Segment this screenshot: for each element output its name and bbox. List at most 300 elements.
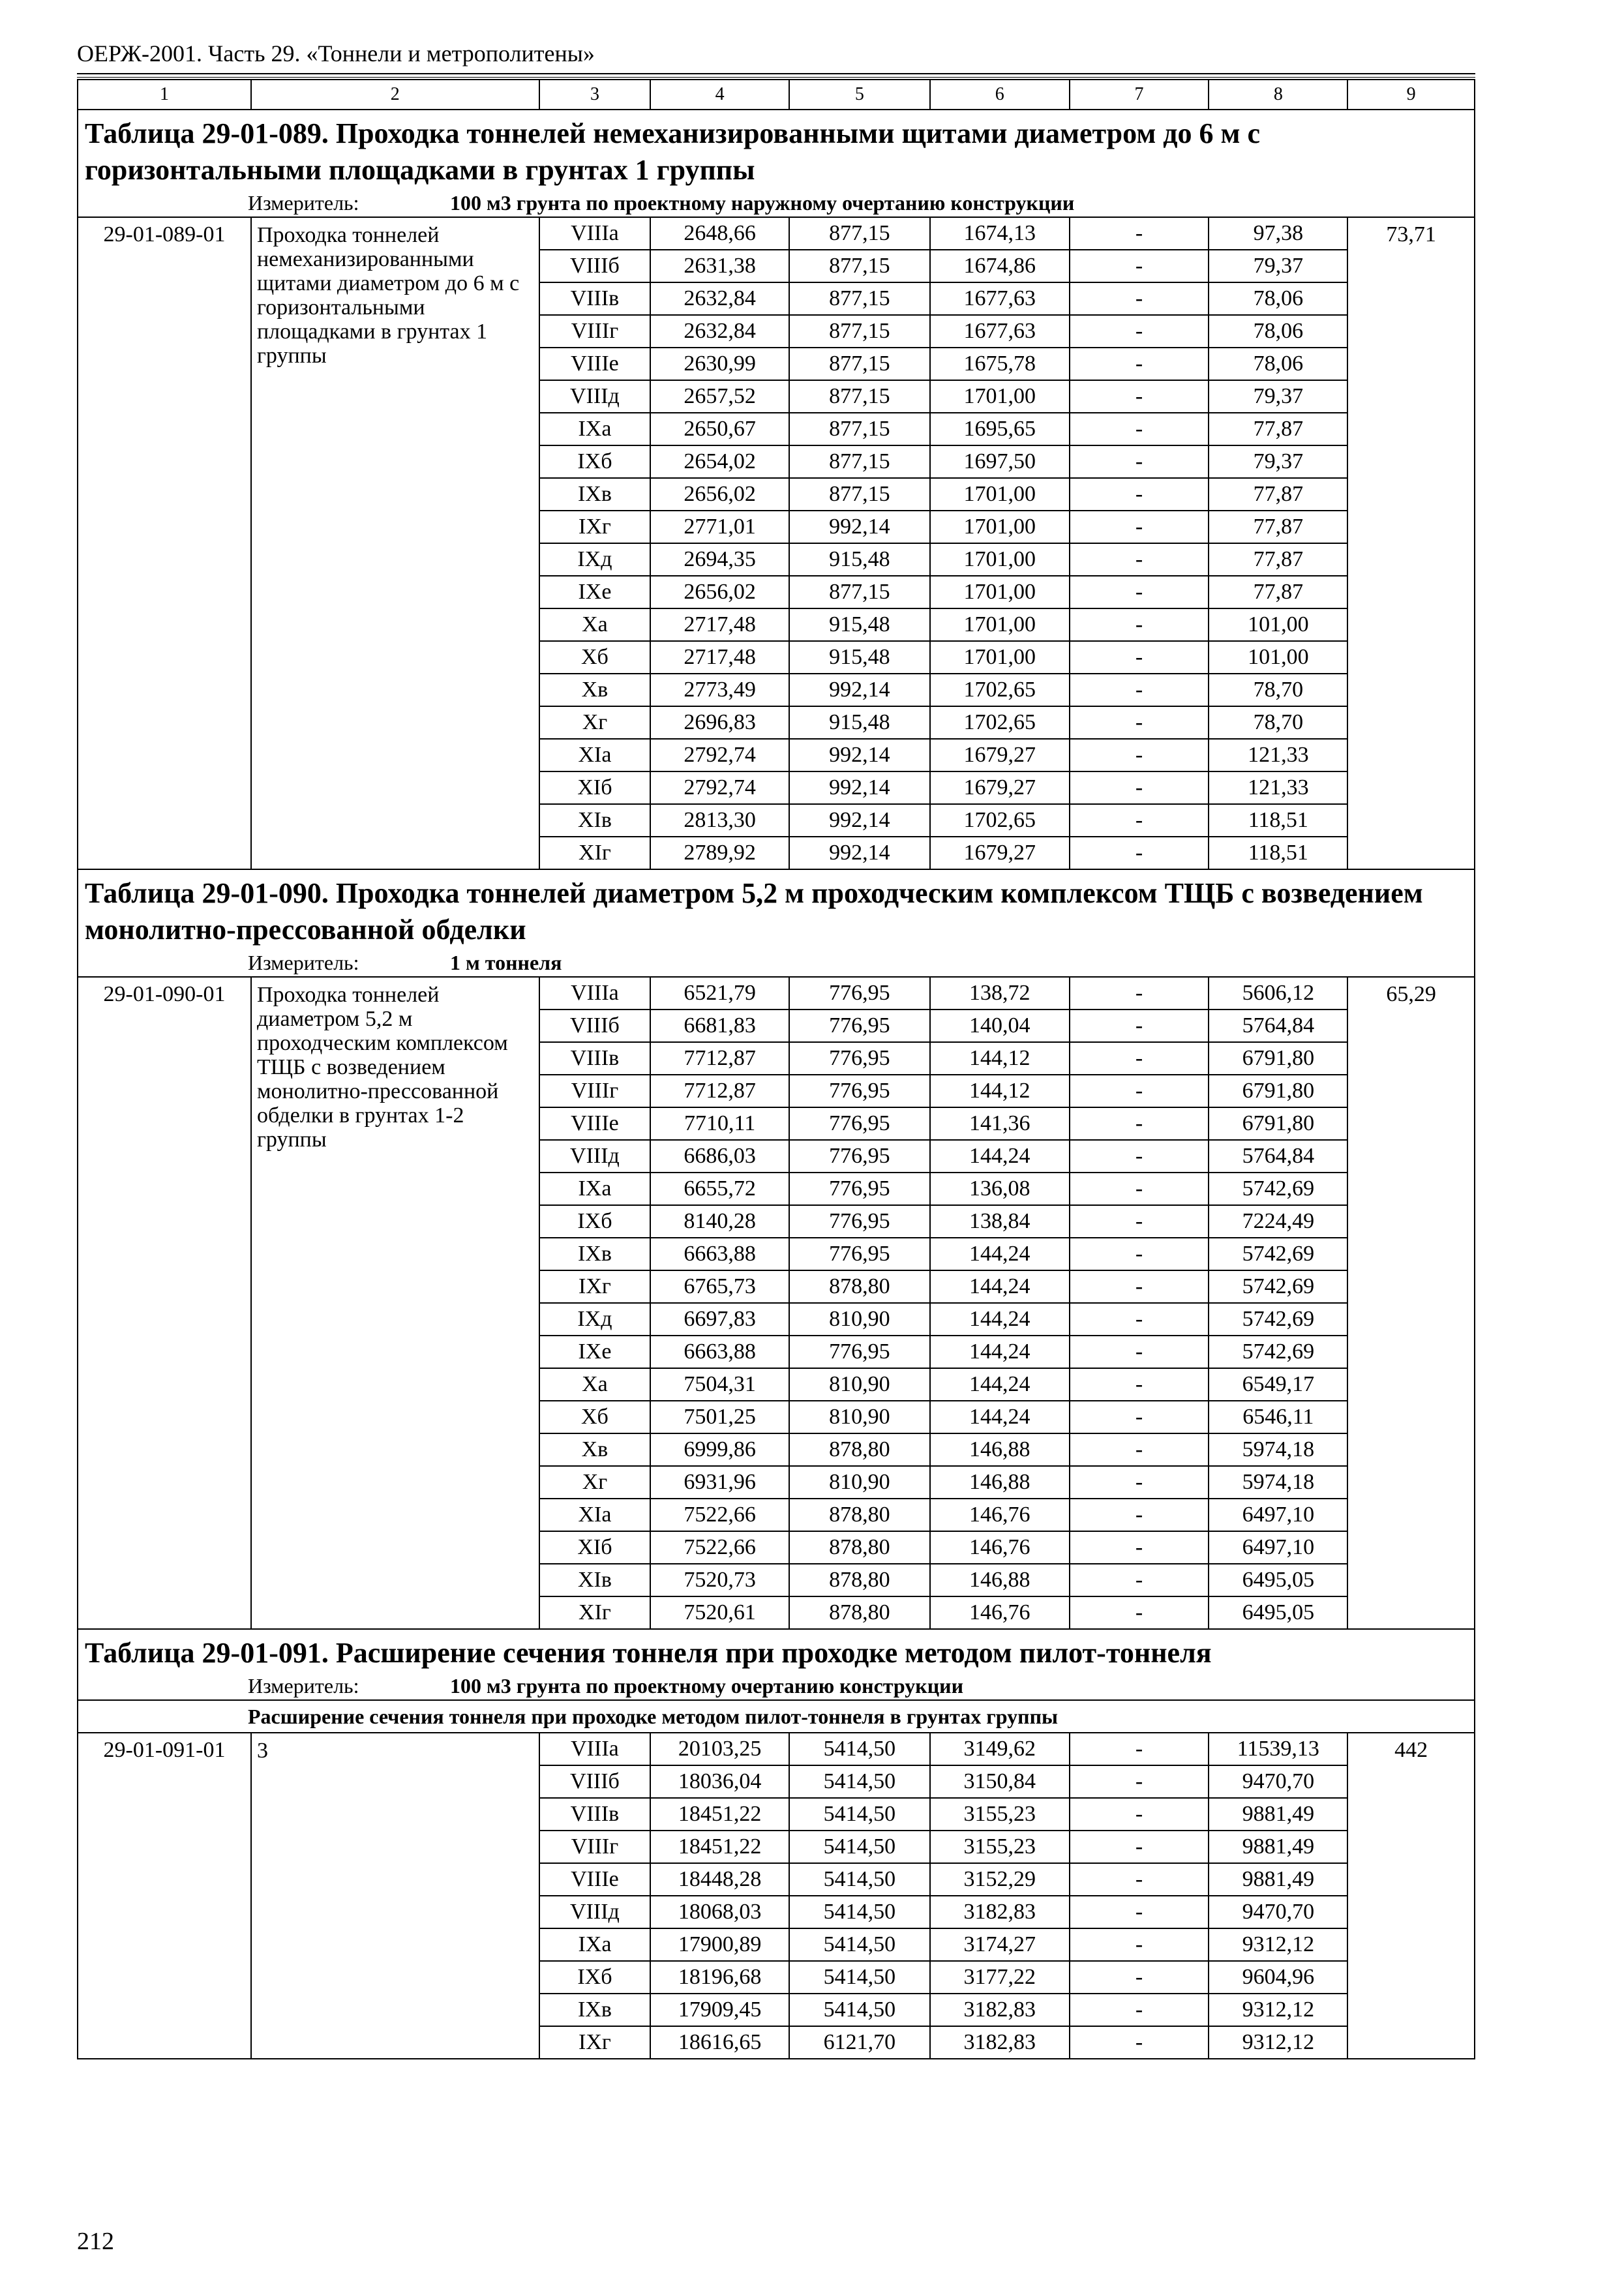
subheader: Расширение сечения тоннеля при проходке методом пилот-тоннеля в грунтах группы xyxy=(78,1700,1475,1733)
materials-cost: 5764,84 xyxy=(1209,1140,1347,1173)
wages: 877,15 xyxy=(789,250,930,282)
machine-cost: 3174,27 xyxy=(930,1928,1070,1961)
soil-category: XIг xyxy=(539,1596,651,1629)
column-number: 1 xyxy=(78,80,251,110)
total-cost: 7520,73 xyxy=(650,1564,789,1596)
driver-wages: - xyxy=(1070,1564,1209,1596)
driver-wages: - xyxy=(1070,706,1209,739)
total-cost: 18068,03 xyxy=(650,1896,789,1928)
soil-category: VIIIб xyxy=(539,250,651,282)
norms-table xyxy=(77,79,1475,2059)
machine-cost: 1674,86 xyxy=(930,250,1070,282)
wages: 5414,50 xyxy=(789,1765,930,1798)
soil-category: VIIIб xyxy=(539,1765,651,1798)
soil-category: VIIIд xyxy=(539,1896,651,1928)
materials-cost: 5742,69 xyxy=(1209,1173,1347,1205)
driver-wages: - xyxy=(1070,739,1209,771)
machine-cost: 144,12 xyxy=(930,1075,1070,1107)
meter-row xyxy=(78,188,1475,217)
machine-cost: 144,24 xyxy=(930,1303,1070,1336)
machine-cost: 1674,13 xyxy=(930,217,1070,250)
total-cost: 18451,22 xyxy=(650,1831,789,1863)
driver-wages: - xyxy=(1070,1270,1209,1303)
column-number: 2 xyxy=(251,80,539,110)
machine-cost: 1702,65 xyxy=(930,804,1070,837)
soil-category: XIб xyxy=(539,1531,651,1564)
total-cost: 2813,30 xyxy=(650,804,789,837)
materials-cost: 5742,69 xyxy=(1209,1270,1347,1303)
wages: 5414,50 xyxy=(789,1961,930,1994)
table-row xyxy=(78,977,1475,1010)
materials-cost: 5742,69 xyxy=(1209,1238,1347,1270)
table-row xyxy=(78,217,1475,250)
soil-category: IXа xyxy=(539,1928,651,1961)
meter-value: 1 м тоннеля xyxy=(450,950,562,974)
table-title-row xyxy=(78,110,1475,188)
machine-cost: 146,88 xyxy=(930,1564,1070,1596)
wages: 877,15 xyxy=(789,282,930,315)
total-cost: 2773,49 xyxy=(650,674,789,706)
column-number: 6 xyxy=(930,80,1070,110)
machine-cost: 141,36 xyxy=(930,1107,1070,1140)
soil-category: IXб xyxy=(539,1961,651,1994)
materials-cost: 6495,05 xyxy=(1209,1564,1347,1596)
materials-cost: 6791,80 xyxy=(1209,1075,1347,1107)
wages: 776,95 xyxy=(789,1173,930,1205)
wages: 877,15 xyxy=(789,380,930,413)
wages: 810,90 xyxy=(789,1368,930,1401)
total-cost: 2632,84 xyxy=(650,282,789,315)
wages: 992,14 xyxy=(789,837,930,869)
soil-category: IXв xyxy=(539,1238,651,1270)
column-number: 5 xyxy=(789,80,930,110)
machine-cost: 3150,84 xyxy=(930,1765,1070,1798)
machine-cost: 1679,27 xyxy=(930,739,1070,771)
total-cost: 8140,28 xyxy=(650,1205,789,1238)
driver-wages: - xyxy=(1070,445,1209,478)
total-cost: 7504,31 xyxy=(650,1368,789,1401)
wages: 992,14 xyxy=(789,511,930,543)
machine-cost: 1701,00 xyxy=(930,576,1070,608)
driver-wages: - xyxy=(1070,315,1209,348)
total-cost: 2792,74 xyxy=(650,771,789,804)
wages: 992,14 xyxy=(789,804,930,837)
meter-value: 100 м3 грунта по проектному наружному очертанию конструкции xyxy=(450,190,1075,215)
total-cost: 2717,48 xyxy=(650,641,789,674)
driver-wages: - xyxy=(1070,1075,1209,1107)
machine-cost: 144,24 xyxy=(930,1401,1070,1433)
total-cost: 7522,66 xyxy=(650,1531,789,1564)
driver-wages: - xyxy=(1070,641,1209,674)
soil-category: Xа xyxy=(539,1368,651,1401)
column-number: 4 xyxy=(650,80,789,110)
machine-cost: 1679,27 xyxy=(930,771,1070,804)
soil-category: IXе xyxy=(539,576,651,608)
wages: 877,15 xyxy=(789,478,930,511)
materials-cost: 5974,18 xyxy=(1209,1433,1347,1466)
driver-wages: - xyxy=(1070,1994,1209,2026)
materials-cost: 6495,05 xyxy=(1209,1596,1347,1629)
subheader-row xyxy=(78,1700,1475,1733)
machine-cost: 3155,23 xyxy=(930,1798,1070,1831)
total-cost: 6655,72 xyxy=(650,1173,789,1205)
machine-cost: 1675,78 xyxy=(930,348,1070,380)
soil-category: VIIIе xyxy=(539,348,651,380)
driver-wages: - xyxy=(1070,1596,1209,1629)
machine-cost: 3149,62 xyxy=(930,1733,1070,1765)
total-cost: 2789,92 xyxy=(650,837,789,869)
driver-wages: - xyxy=(1070,608,1209,641)
wages: 877,15 xyxy=(789,315,930,348)
total-cost: 7520,61 xyxy=(650,1596,789,1629)
machine-cost: 144,12 xyxy=(930,1042,1070,1075)
materials-cost: 77,87 xyxy=(1209,576,1347,608)
materials-cost: 5742,69 xyxy=(1209,1336,1347,1368)
materials-cost: 6791,80 xyxy=(1209,1107,1347,1140)
wages: 776,95 xyxy=(789,1042,930,1075)
driver-wages: - xyxy=(1070,674,1209,706)
driver-wages: - xyxy=(1070,804,1209,837)
soil-category: XIв xyxy=(539,804,651,837)
wages: 992,14 xyxy=(789,771,930,804)
materials-cost: 79,37 xyxy=(1209,250,1347,282)
machine-cost: 3177,22 xyxy=(930,1961,1070,1994)
total-cost: 6663,88 xyxy=(650,1238,789,1270)
wages: 810,90 xyxy=(789,1303,930,1336)
wages: 776,95 xyxy=(789,1238,930,1270)
wages: 5414,50 xyxy=(789,1733,930,1765)
soil-category: VIIIе xyxy=(539,1107,651,1140)
soil-category: IXд xyxy=(539,543,651,576)
meter-row xyxy=(78,948,1475,977)
soil-category: Xб xyxy=(539,641,651,674)
soil-category: Xв xyxy=(539,1433,651,1466)
driver-wages: - xyxy=(1070,1140,1209,1173)
meter xyxy=(78,188,1475,217)
wages: 878,80 xyxy=(789,1596,930,1629)
materials-cost: 9312,12 xyxy=(1209,1928,1347,1961)
machine-cost: 1701,00 xyxy=(930,380,1070,413)
driver-wages: - xyxy=(1070,511,1209,543)
table-title: Таблица 29-01-091. Расширение сечения тоннеля при проходке методом пилот-тоннеля xyxy=(78,1629,1475,1671)
wages: 776,95 xyxy=(789,1107,930,1140)
total-cost: 2650,67 xyxy=(650,413,789,445)
soil-category: XIа xyxy=(539,739,651,771)
driver-wages: - xyxy=(1070,543,1209,576)
header-rule xyxy=(77,73,1475,74)
machine-cost: 1697,50 xyxy=(930,445,1070,478)
driver-wages: - xyxy=(1070,1205,1209,1238)
materials-cost: 97,38 xyxy=(1209,217,1347,250)
driver-wages: - xyxy=(1070,1466,1209,1499)
soil-category: VIIIа xyxy=(539,977,651,1010)
soil-category: IXг xyxy=(539,1270,651,1303)
materials-cost: 78,70 xyxy=(1209,674,1347,706)
machine-cost: 1702,65 xyxy=(930,674,1070,706)
materials-cost: 9470,70 xyxy=(1209,1896,1347,1928)
driver-wages: - xyxy=(1070,1928,1209,1961)
machine-cost: 1679,27 xyxy=(930,837,1070,869)
total-cost: 6681,83 xyxy=(650,1010,789,1042)
soil-category: VIIIа xyxy=(539,217,651,250)
machine-cost: 136,08 xyxy=(930,1173,1070,1205)
machine-cost: 146,76 xyxy=(930,1531,1070,1564)
wages: 878,80 xyxy=(789,1564,930,1596)
driver-wages: - xyxy=(1070,413,1209,445)
norm-description: Проходка тоннелей немеханизированными щитами диаметром до 6 м с горизонтальными площадками в грунтах 1 группы xyxy=(251,217,539,869)
machine-cost: 146,88 xyxy=(930,1433,1070,1466)
column-number: 7 xyxy=(1070,80,1209,110)
materials-cost: 101,00 xyxy=(1209,608,1347,641)
soil-category: IXг xyxy=(539,2026,651,2059)
meter-row xyxy=(78,1671,1475,1700)
driver-wages: - xyxy=(1070,1042,1209,1075)
table-title: Таблица 29-01-089. Проходка тоннелей немеханизированными щитами диаметром до 6 м с горизонтальными площадками в грунтах 1 группы xyxy=(78,110,1475,188)
driver-wages: - xyxy=(1070,1896,1209,1928)
materials-cost: 5974,18 xyxy=(1209,1466,1347,1499)
total-cost: 20103,25 xyxy=(650,1733,789,1765)
driver-wages: - xyxy=(1070,1336,1209,1368)
driver-wages: - xyxy=(1070,1961,1209,1994)
norm-description: Проходка тоннелей диаметром 5,2 м проходческим комплексом ТЩБ с возведением монолитно-прессованной обделки в грунтах 1-2 группы xyxy=(251,977,539,1629)
machine-cost: 146,76 xyxy=(930,1499,1070,1531)
machine-cost: 144,24 xyxy=(930,1140,1070,1173)
machine-cost: 146,76 xyxy=(930,1596,1070,1629)
machine-cost: 3155,23 xyxy=(930,1831,1070,1863)
total-cost: 7712,87 xyxy=(650,1075,789,1107)
wages: 915,48 xyxy=(789,543,930,576)
table-title-row xyxy=(78,1629,1475,1671)
soil-category: XIа xyxy=(539,1499,651,1531)
driver-wages: - xyxy=(1070,1765,1209,1798)
materials-cost: 9312,12 xyxy=(1209,1994,1347,2026)
wages: 776,95 xyxy=(789,1140,930,1173)
materials-cost: 78,06 xyxy=(1209,282,1347,315)
wages: 877,15 xyxy=(789,576,930,608)
driver-wages: - xyxy=(1070,1303,1209,1336)
wages: 877,15 xyxy=(789,348,930,380)
machine-cost: 144,24 xyxy=(930,1238,1070,1270)
total-cost: 18448,28 xyxy=(650,1863,789,1896)
soil-category: VIIIд xyxy=(539,1140,651,1173)
total-cost: 6686,03 xyxy=(650,1140,789,1173)
meter xyxy=(78,948,1475,977)
table-body xyxy=(78,80,1475,2059)
soil-category: IXе xyxy=(539,1336,651,1368)
soil-category: Xа xyxy=(539,608,651,641)
total-cost: 2696,83 xyxy=(650,706,789,739)
materials-cost: 78,06 xyxy=(1209,348,1347,380)
labor-cost: 73,71 xyxy=(1347,217,1475,869)
total-cost: 2656,02 xyxy=(650,576,789,608)
table-row xyxy=(78,1733,1475,1765)
total-cost: 2632,84 xyxy=(650,315,789,348)
materials-cost: 79,37 xyxy=(1209,445,1347,478)
soil-category: XIб xyxy=(539,771,651,804)
soil-category: IXг xyxy=(539,511,651,543)
total-cost: 2656,02 xyxy=(650,478,789,511)
soil-category: IXб xyxy=(539,1205,651,1238)
column-number: 3 xyxy=(539,80,651,110)
wages: 776,95 xyxy=(789,1205,930,1238)
materials-cost: 79,37 xyxy=(1209,380,1347,413)
column-number-row xyxy=(78,80,1475,110)
labor-cost: 65,29 xyxy=(1347,977,1475,1629)
driver-wages: - xyxy=(1070,2026,1209,2059)
wages: 877,15 xyxy=(789,445,930,478)
column-number: 9 xyxy=(1347,80,1475,110)
meter-value: 100 м3 грунта по проектному очертанию конструкции xyxy=(450,1673,964,1698)
total-cost: 2792,74 xyxy=(650,739,789,771)
soil-category: Xг xyxy=(539,1466,651,1499)
total-cost: 6765,73 xyxy=(650,1270,789,1303)
meter-label: Измеритель: xyxy=(248,1673,359,1698)
meter-label: Измеритель: xyxy=(248,190,359,215)
materials-cost: 6549,17 xyxy=(1209,1368,1347,1401)
machine-cost: 138,84 xyxy=(930,1205,1070,1238)
soil-category: VIIIа xyxy=(539,1733,651,1765)
soil-category: VIIIе xyxy=(539,1863,651,1896)
soil-category: VIIIб xyxy=(539,1010,651,1042)
materials-cost: 77,87 xyxy=(1209,478,1347,511)
materials-cost: 77,87 xyxy=(1209,511,1347,543)
total-cost: 2630,99 xyxy=(650,348,789,380)
driver-wages: - xyxy=(1070,1401,1209,1433)
driver-wages: - xyxy=(1070,977,1209,1010)
driver-wages: - xyxy=(1070,1831,1209,1863)
norm-code: 29-01-089-01 xyxy=(78,217,251,869)
wages: 5414,50 xyxy=(789,1896,930,1928)
wages: 915,48 xyxy=(789,641,930,674)
materials-cost: 5764,84 xyxy=(1209,1010,1347,1042)
header-rule-thin xyxy=(77,77,1475,78)
driver-wages: - xyxy=(1070,1238,1209,1270)
machine-cost: 3182,83 xyxy=(930,2026,1070,2059)
materials-cost: 7224,49 xyxy=(1209,1205,1347,1238)
soil-category: IXб xyxy=(539,445,651,478)
norm-code: 29-01-090-01 xyxy=(78,977,251,1629)
machine-cost: 1701,00 xyxy=(930,511,1070,543)
total-cost: 7501,25 xyxy=(650,1401,789,1433)
machine-cost: 144,24 xyxy=(930,1368,1070,1401)
driver-wages: - xyxy=(1070,380,1209,413)
soil-category: VIIIг xyxy=(539,1075,651,1107)
total-cost: 6663,88 xyxy=(650,1336,789,1368)
driver-wages: - xyxy=(1070,478,1209,511)
wages: 877,15 xyxy=(789,413,930,445)
machine-cost: 1702,65 xyxy=(930,706,1070,739)
total-cost: 18451,22 xyxy=(650,1798,789,1831)
driver-wages: - xyxy=(1070,217,1209,250)
wages: 878,80 xyxy=(789,1433,930,1466)
machine-cost: 1701,00 xyxy=(930,608,1070,641)
materials-cost: 101,00 xyxy=(1209,641,1347,674)
driver-wages: - xyxy=(1070,1010,1209,1042)
soil-category: IXв xyxy=(539,1994,651,2026)
machine-cost: 144,24 xyxy=(930,1270,1070,1303)
materials-cost: 6791,80 xyxy=(1209,1042,1347,1075)
soil-category: IXв xyxy=(539,478,651,511)
wages: 5414,50 xyxy=(789,1798,930,1831)
soil-category: Xб xyxy=(539,1401,651,1433)
total-cost: 7712,87 xyxy=(650,1042,789,1075)
total-cost: 2771,01 xyxy=(650,511,789,543)
machine-cost: 146,88 xyxy=(930,1466,1070,1499)
materials-cost: 11539,13 xyxy=(1209,1733,1347,1765)
wages: 5414,50 xyxy=(789,1994,930,2026)
driver-wages: - xyxy=(1070,1798,1209,1831)
machine-cost: 138,72 xyxy=(930,977,1070,1010)
wages: 877,15 xyxy=(789,217,930,250)
materials-cost: 121,33 xyxy=(1209,739,1347,771)
materials-cost: 9312,12 xyxy=(1209,2026,1347,2059)
driver-wages: - xyxy=(1070,1433,1209,1466)
table-title-row xyxy=(78,869,1475,948)
soil-category: Xг xyxy=(539,706,651,739)
machine-cost: 1701,00 xyxy=(930,641,1070,674)
total-cost: 6521,79 xyxy=(650,977,789,1010)
total-cost: 6999,86 xyxy=(650,1433,789,1466)
wages: 776,95 xyxy=(789,1010,930,1042)
materials-cost: 9470,70 xyxy=(1209,1765,1347,1798)
meter xyxy=(78,1671,1475,1700)
materials-cost: 9881,49 xyxy=(1209,1798,1347,1831)
materials-cost: 9881,49 xyxy=(1209,1831,1347,1863)
machine-cost: 1695,65 xyxy=(930,413,1070,445)
materials-cost: 9604,96 xyxy=(1209,1961,1347,1994)
soil-category: XIг xyxy=(539,837,651,869)
wages: 776,95 xyxy=(789,977,930,1010)
soil-category: IXд xyxy=(539,1303,651,1336)
wages: 878,80 xyxy=(789,1531,930,1564)
total-cost: 7522,66 xyxy=(650,1499,789,1531)
materials-cost: 5742,69 xyxy=(1209,1303,1347,1336)
norm-description: 3 xyxy=(251,1733,539,2059)
wages: 776,95 xyxy=(789,1075,930,1107)
wages: 5414,50 xyxy=(789,1831,930,1863)
driver-wages: - xyxy=(1070,1173,1209,1205)
labor-cost: 442 xyxy=(1347,1733,1475,2059)
machine-cost: 3182,83 xyxy=(930,1896,1070,1928)
wages: 810,90 xyxy=(789,1401,930,1433)
driver-wages: - xyxy=(1070,837,1209,869)
total-cost: 18616,65 xyxy=(650,2026,789,2059)
wages: 5414,50 xyxy=(789,1928,930,1961)
materials-cost: 121,33 xyxy=(1209,771,1347,804)
soil-category: VIIIд xyxy=(539,380,651,413)
soil-category: VIIIв xyxy=(539,282,651,315)
page-number: 212 xyxy=(77,2228,114,2255)
total-cost: 2654,02 xyxy=(650,445,789,478)
total-cost: 2657,52 xyxy=(650,380,789,413)
driver-wages: - xyxy=(1070,1863,1209,1896)
total-cost: 18196,68 xyxy=(650,1961,789,1994)
wages: 810,90 xyxy=(789,1466,930,1499)
machine-cost: 144,24 xyxy=(930,1336,1070,1368)
driver-wages: - xyxy=(1070,1368,1209,1401)
wages: 878,80 xyxy=(789,1499,930,1531)
machine-cost: 1677,63 xyxy=(930,282,1070,315)
wages: 992,14 xyxy=(789,739,930,771)
wages: 992,14 xyxy=(789,674,930,706)
column-number: 8 xyxy=(1209,80,1347,110)
machine-cost: 140,04 xyxy=(930,1010,1070,1042)
driver-wages: - xyxy=(1070,771,1209,804)
driver-wages: - xyxy=(1070,1531,1209,1564)
total-cost: 7710,11 xyxy=(650,1107,789,1140)
table-title: Таблица 29-01-090. Проходка тоннелей диаметром 5,2 м проходческим комплексом ТЩБ с возведением монолитно-прессованной обделки xyxy=(78,869,1475,948)
total-cost: 2648,66 xyxy=(650,217,789,250)
